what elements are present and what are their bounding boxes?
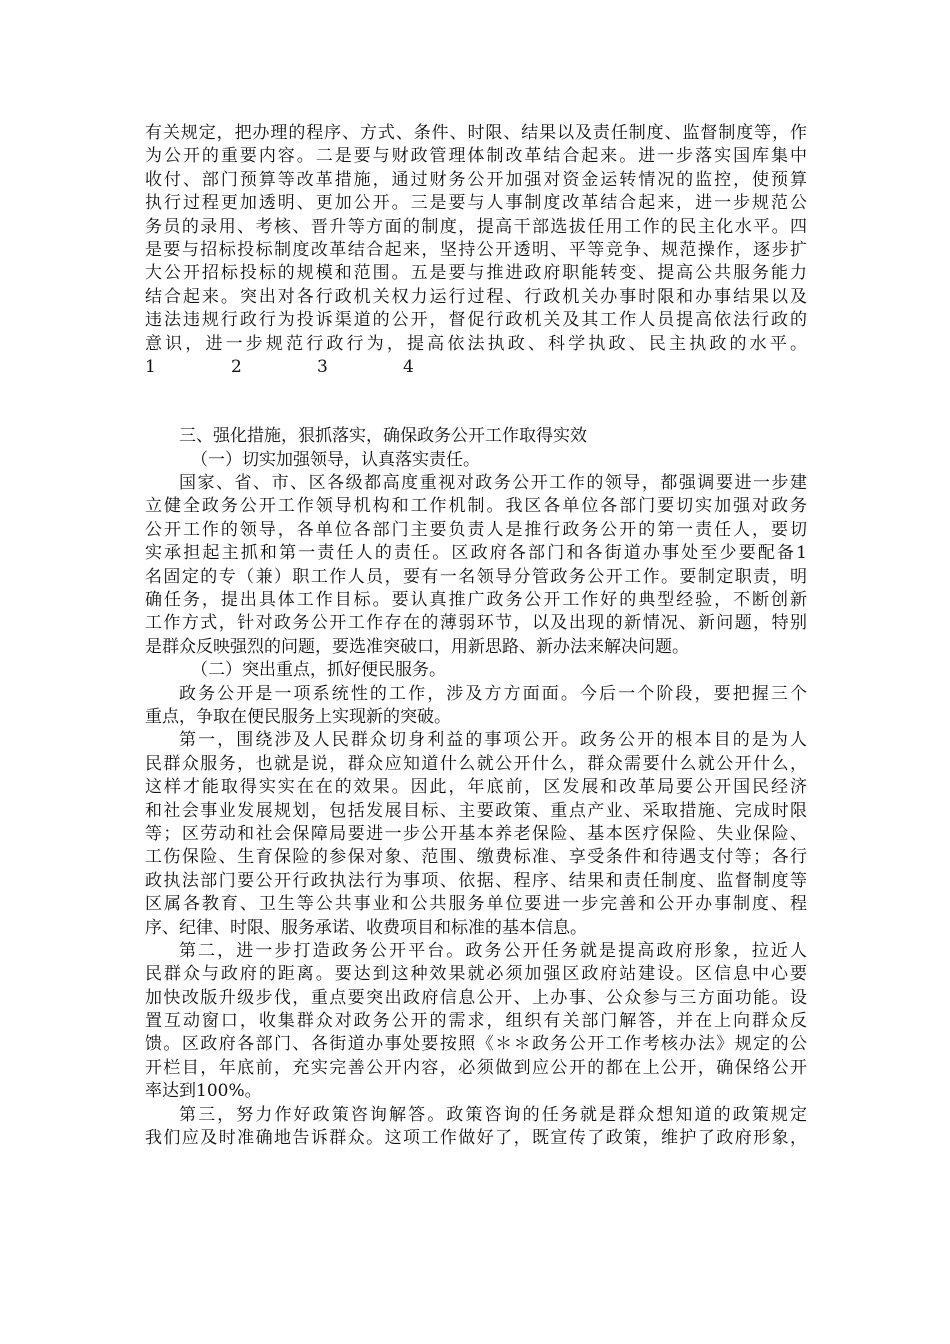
text-line: 大公开招标投标的规模和范围。五是要与推进政府职能转变、提高公共服务能力 xyxy=(145,263,807,284)
text-line: 第三，努力作好政策咨询解答。政策咨询的任务就是群众想知道的政策规定 xyxy=(179,1104,807,1125)
spacer xyxy=(145,379,807,425)
text-line: 序、纪律、时限、服务承诺、收费项目和标准的基本信息。 xyxy=(145,917,587,938)
paragraph-5 xyxy=(145,940,807,1104)
text-line: 和社会事业发展规划，包括发展目标、主要政策、重点产业、采取措施、完成时限 xyxy=(145,800,807,821)
text-line: 工伤保险、生育保险的参保对象、范围、缴费标准、享受条件和待遇支付等；各行 xyxy=(145,847,807,868)
text-line: 执行过程更加透明、更加公开。三是要与人事制度改革结合起来，进一步规范公 xyxy=(145,193,807,214)
text-line: 收付、部门预算等改革措施，通过财务公开加强对资金运转情况的监控，使预算 xyxy=(145,169,807,190)
subsection-heading: （二）突出重点，抓好便民服务。 xyxy=(191,660,446,681)
text-line: 是群众反映强烈的问题，要选准突破口，用新思路、新办法来解决问题。 xyxy=(145,636,689,657)
text-line: 率达到100%。 xyxy=(145,1081,262,1102)
text-line: 第二，进一步打造政务公开平台。政务公开任务就是提高政府形象，拉近人 xyxy=(179,940,807,961)
paragraph-6 xyxy=(145,1104,807,1151)
text-line: 立健全政务公开工作领导机构和工作机制。我区各单位各部门要切实加强对政务 xyxy=(145,496,807,517)
text-line: 违法违规行政行为投诉渠道的公开，督促行政机关及其工作人员提高依法行政的 xyxy=(145,310,807,331)
page-number: 2 xyxy=(231,356,242,377)
paragraph-3 xyxy=(145,683,807,730)
text-line: 政执法部门要公开行政执法行为事项、依据、程序、结果和责任制度、监督制度等 xyxy=(145,870,807,891)
text-line: 置互动窗口，收集群众对政务公开的需求，组织有关部门解答，并在上向群众反 xyxy=(145,1011,807,1032)
page-number: 1 xyxy=(145,356,156,377)
text-line: 民群众服务，也就是说，群众应知道什么就公开什么，群众需要什么就公开什么， xyxy=(145,753,807,774)
text-line: 公开工作的领导，各单位各部门主要负责人是推行政务公开的第一责任人，要切 xyxy=(145,519,807,540)
text-line: 国家、省、市、区各级都高度重视对政务公开工作的领导，都强调要进一步建 xyxy=(179,473,807,494)
text-line: 工作方式，针对政务公开工作存在的薄弱环节，以及出现的新情况、新问题，特别 xyxy=(145,613,807,634)
paragraph-1 xyxy=(145,122,807,356)
text-line: 务员的录用、考核、晋升等方面的制度，提高干部选拔任用工作的民主化水平。四 xyxy=(145,216,807,237)
text-line: 区属各教育、卫生等公共事业和公共服务单位要进一步完善和公开办事制度、程 xyxy=(145,894,807,915)
text-line: 政务公开是一项系统性的工作，涉及方方面面。今后一个阶段，要把握三个 xyxy=(179,683,807,704)
text-line: 名固定的专（兼）职工作人员，要有一名领导分管政务公开工作。要制定职责，明 xyxy=(145,566,807,587)
text-line: 馈。区政府各部门、各街道办事处要按照《＊＊政务公开工作考核办法》规定的公 xyxy=(145,1034,807,1055)
text-line: 加快改版升级步伐，重点要突出政府信息公开、上办事、公众参与三方面功能。设 xyxy=(145,987,807,1008)
page-number: 3 xyxy=(317,356,328,377)
text-line: 我们应及时准确地告诉群众。这项工作做好了，既宣传了政策，维护了政府形象， xyxy=(145,1128,807,1149)
page-number: 4 xyxy=(403,356,414,377)
text-line: 结合起来。突出对各行政机关权力运行过程、行政机关办事时限和办事结果以及 xyxy=(145,286,807,307)
text-line: 确任务，提出具体工作目标。要认真推广政务公开工作好的典型经验，不断创新 xyxy=(145,590,807,611)
text-line: 这样才能取得实实在在的效果。因此，年底前，区发展和改革局要公开国民经济 xyxy=(145,777,807,798)
text-line: 等；区劳动和社会保障局要进一步公开基本养老保险、基本医疗保险、失业保险、 xyxy=(145,823,807,844)
text-line: 意识，进一步规范行政行为，提高依法执政、科学执政、民主执政的水平。 xyxy=(145,333,807,354)
text-line: 有关规定，把办理的程序、方式、条件、时限、结果以及责任制度、监督制度等，作 xyxy=(145,123,807,143)
page-number-row xyxy=(145,356,807,379)
text-line: 开栏目，年底前，充实完善公开内容，必须做到应公开的都在上公开，确保络公开 xyxy=(145,1057,807,1078)
text-line: 重点，争取在便民服务上实现新的突破。 xyxy=(145,706,451,727)
paragraph-2 xyxy=(145,472,807,659)
subsection-heading: （一）切实加强领导，认真落实责任。 xyxy=(191,449,480,470)
text-line: 是要与招标投标制度改革结合起来，坚持公开透明、平等竞争、规范操作，逐步扩 xyxy=(145,239,807,260)
text-line: 为公开的重要内容。二是要与财政管理体制改革结合起来。进一步落实国库集中 xyxy=(145,146,807,167)
document-page xyxy=(145,122,807,1150)
paragraph-4 xyxy=(145,729,807,940)
section-heading: 三、强化措施，狠抓落实，确保政务公开工作取得实效 xyxy=(179,426,587,447)
text-line: 实承担起主抓和第一责任人的责任。区政府各部门和各街道办事处至少要配备1 xyxy=(145,543,807,564)
text-line: 第一，围绕涉及人民群众切身利益的事项公开。政务公开的根本目的是为人 xyxy=(179,730,807,751)
text-line: 民群众与政府的距离。要达到这种效果就必须加强区政府站建设。区信息中心要 xyxy=(145,964,807,985)
